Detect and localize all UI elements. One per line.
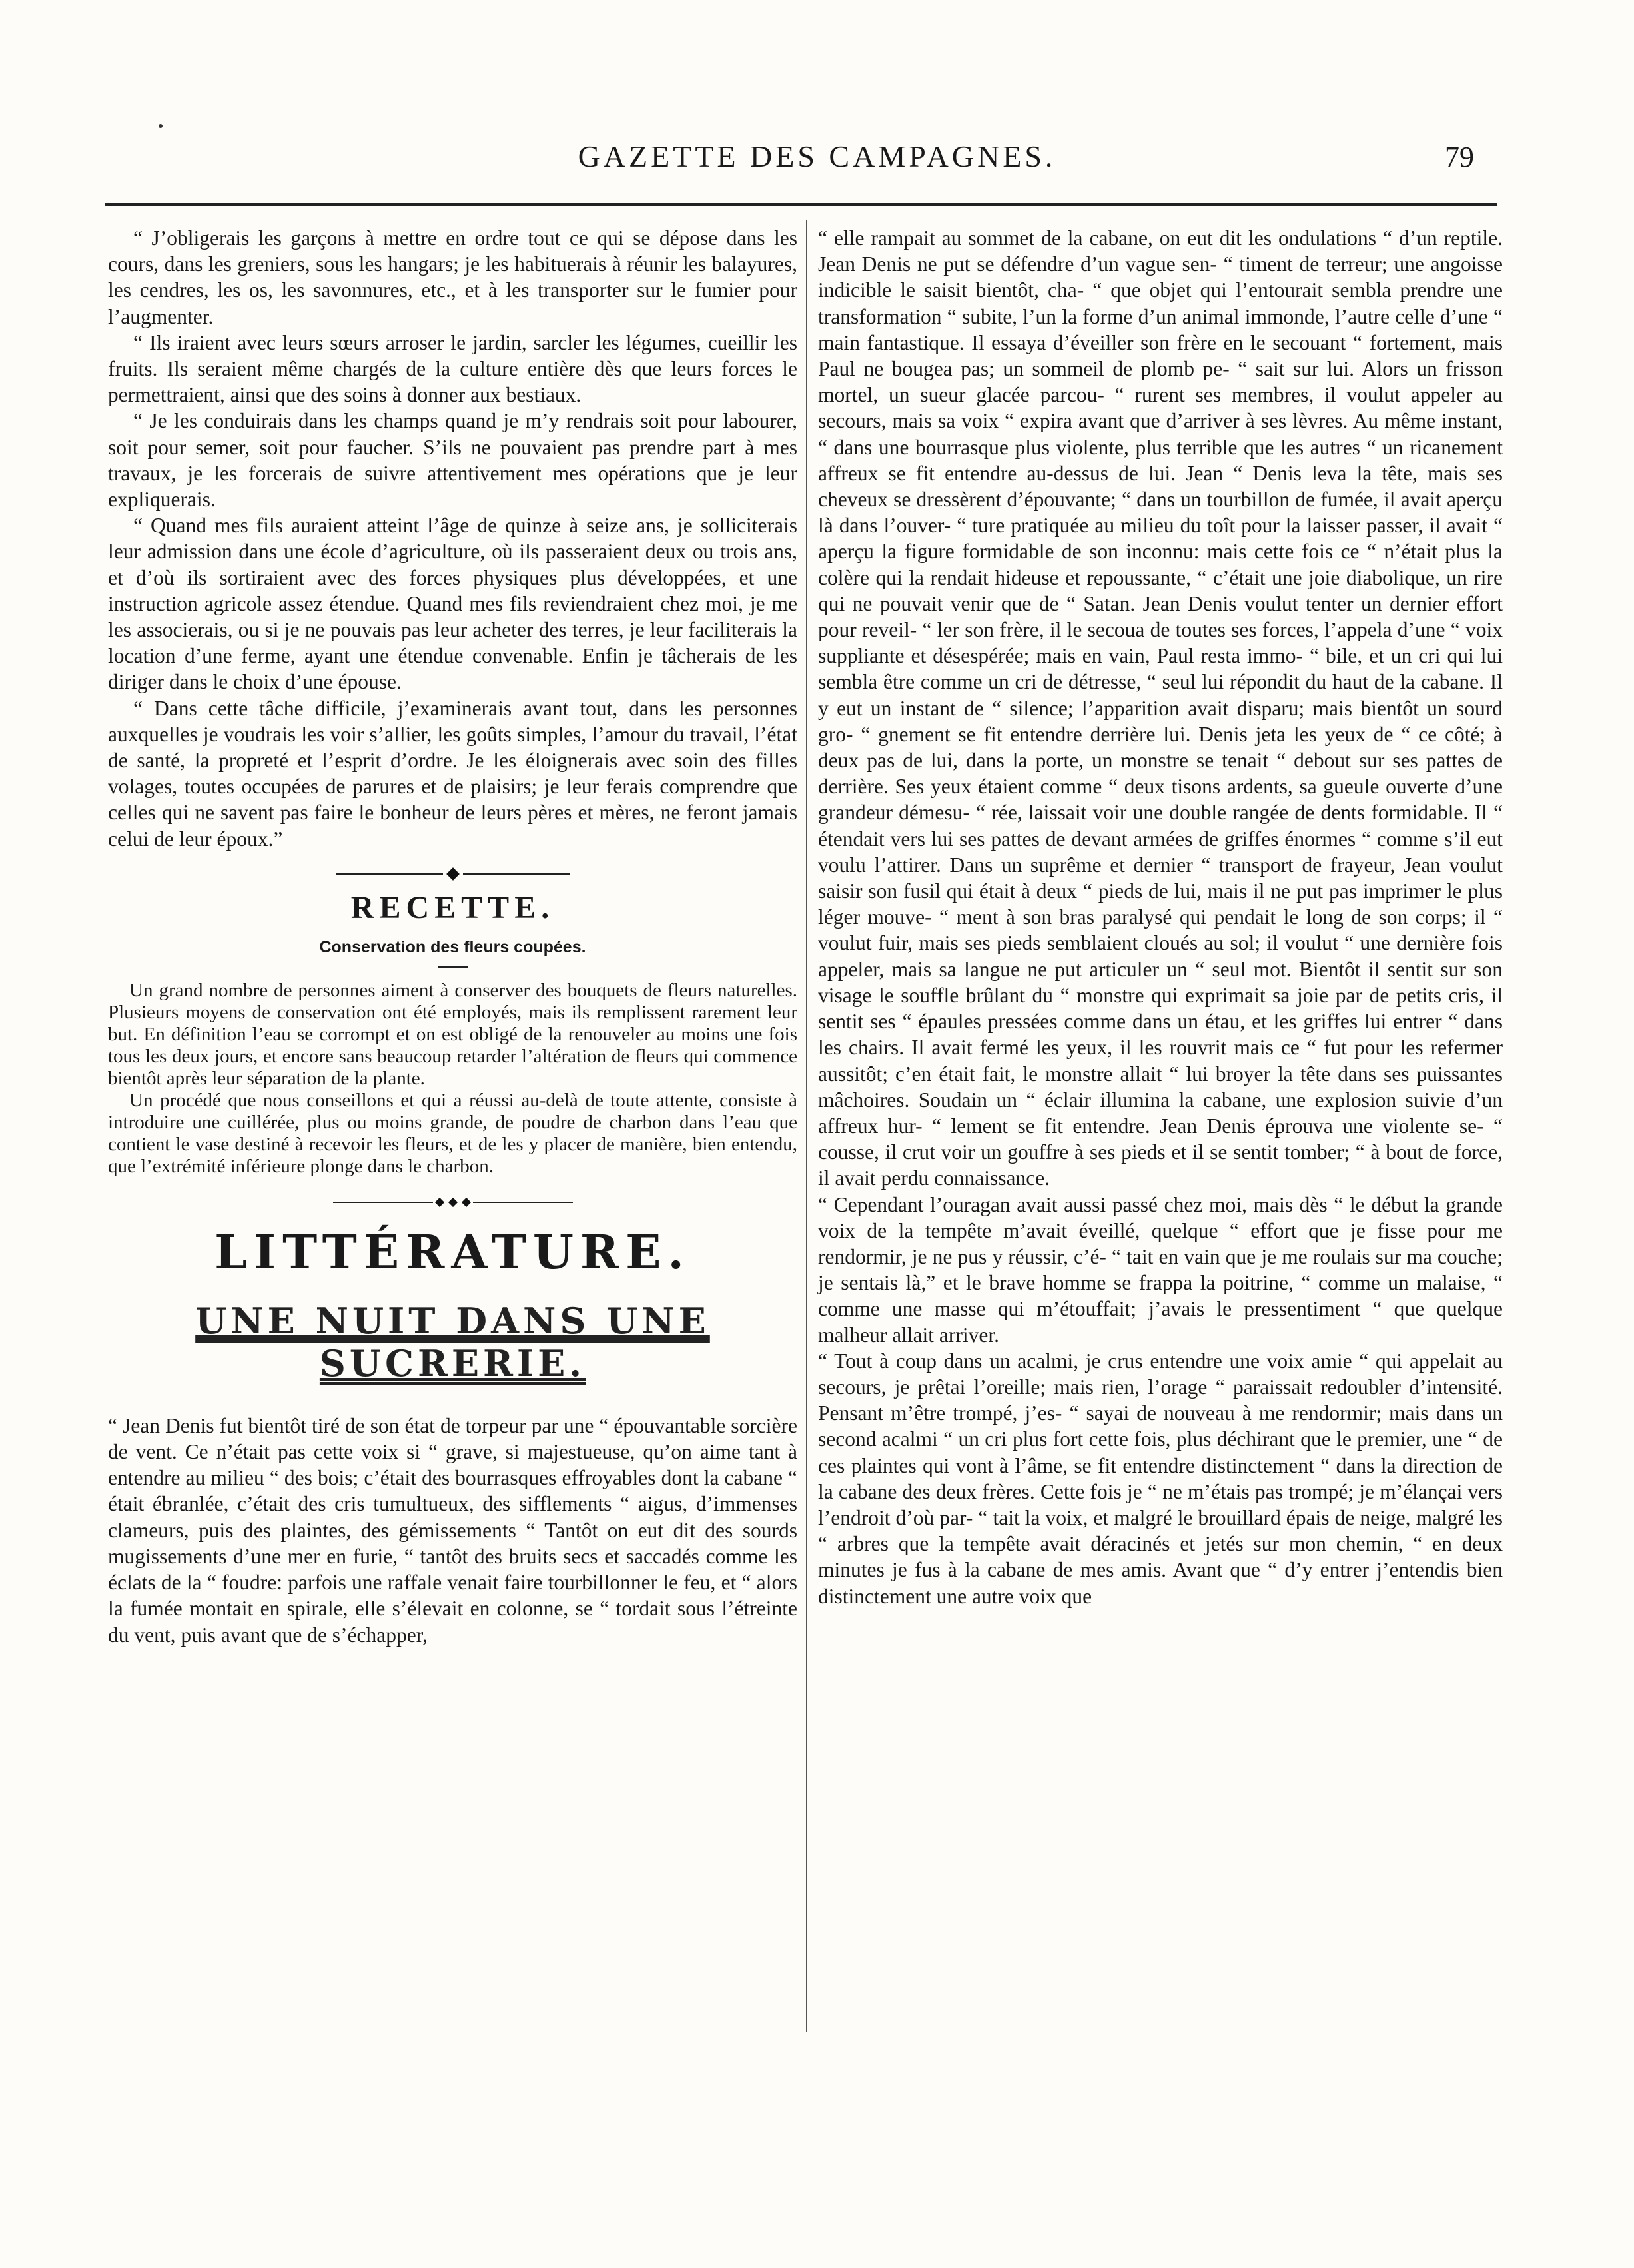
right-paragraph-1: “ elle rampait au sommet de la cabane, on eut dit les ondulations “ d’un reptile. Jean Denis ne put se défendre d’un vague sen- “ timent de terreur; une angoisse indicible le saisit bientôt, cha- “ que objet qui l’entourait sembla prendre une transformation “ subite, l’un la forme d’un animal immonde, l’autre celle d’une “ main fantastique. Il essaya d’éveiller son frère en le secouant “ fortement, mais Paul ne bougea pas; un sommeil de plomb pe- “ sait sur lui. Alors un frisson mortel, un sueur glacée parcou- “ rurent ses membres, il voulut appeler au secours, mais sa voix “ expira avant que d’arriver à ses lèvres. Au même instant, “ dans une bourrasque plus violente, plus terrible que les autres “ un ricanement affreux se fit entendre au-dessus de lui. Jean “ Denis leva la tête, mais ses cheveux se dressèrent d’épouvante; “ dans un tourbillon de fumée, il avait aperçu là dans l’ouver- “ ture pratiquée au milieu du toît pour la laisser passer, il avait “ aperçu la figure formidable de son inconnu: mais cette fois ce “ n’était plus la colère qui la rendait hideuse et repoussante, “ c’était une joie diabolique, un rire qui ne pouvait venir que de “ Satan. Jean Denis voulut tenter un dernier effort pour reveil- “ ler son frère, il le secoua de toutes ses forces, l’appela d’une “ voix suppliante et désespérée; mais en vain, Paul resta immo- “ bile, et un cri qui lui sembla être comme un cri de détresse, “ seul lui répondit du haut de la cabane. Il y eut un instant de “ silence; l’apparition avait disparu; mais bientôt un sourd gro- “ gnement se fit entendre derrière lui. Denis jeta les yeux de “ ce côté; à deux pas de lui, dans la porte, un monstre se tenait “ debout sur ses pattes de derrière. Ses yeux étaient comme “ deux tisons ardents, sa gueule ouverte d’une grandeur démesu- “ rée, laissait voir une double rangée de dents formidable. Il “ étendait vers lui ses pattes de devant armées de griffes énormes “ comme s’il eut voulu l’attirer. Dans un suprême et dernier “ transport de frayeur, Jean voulut saisir son fusil qui était à deux “ pieds de lui, mais il ne put pas imprimer le plus léger mouve- “ ment à son bras paralysé qui pendait le long de son corps; il “ voulut fuir, mais ses pieds semblaient cloués au sol; il voulut “ une dernière fois appeler, mais sa langue ne put articuler un “ seul mot. Bientôt il sentit sur son visage le souffle brûlant du “ monstre qui exprimait sa joie par de petits cris, il sentit ses “ épaules pressées comme dans un étau, et les griffes lui entrer “ dans les chairs. Il avait fermé les yeux, il les rouvrit mais ce “ fut pour les refermer aussitôt; c’en était fait, le monstre allait “ lui broyer la tête dans ses puissantes mâchoires. Soudain un “ éclair illumina la cabane, une explosion suivie d’un affreux hur- “ lement se fit entendre. Jean Denis éprouva une violente se- “ cousse, il crut voir un gouffre à ses pieds et il se sentit tomber; “ à bout de force, il avait perdu connaissance. [818,226,1503,1190]
right-column [818,225,1503,1609]
left-paragraph-3: “ Je les conduirais dans les champs quand je m’y rendrais soit pour labourer, soit pour semer, soit pour faucher. S’ils ne pouvaient pas prendre part à mes travaux, je les forcerais de suivre attentivement mes opérations que je leur expliquerais. [108,409,797,512]
right-paragraph-2: “ Cependant l’ouragan avait aussi passé chez moi, mais dès “ le début la grande voix de la tempête m’avait éveillé, quelque “ effort que je fisse pour me rendormir, je ne pus y réussir, c’é- “ tait en vain que je me roulais sur ma couche; je sentais là,” et le brave homme se frappa la poitrine, “ comme un malaise, “ comme une masse qui m’étouffait; j’avais le pressentiment “ que quelque malheur allait arriver. [818,1192,1503,1347]
page-number: 79 [1445,141,1474,173]
recette-subtitle: Conservation des fleurs coupées. [319,937,586,956]
left-column [108,225,797,1648]
left-paragraph-1: “ J’obligerais les garçons à mettre en ordre tout ce qui se dépose dans les cours, dans les greniers, sous les hangars; je les habituerais à réunir les balayures, les cendres, les os, les savonnures, etc., et à les transporter sur le fumier pour l’augmenter. [108,226,797,328]
left-paragraph-5: “ Dans cette tâche difficile, j’examinerais avant tout, dans les personnes auxquelles je voudrais les voir s’allier, les goûts simples, l’amour du travail, l’état de santé, la propreté et l’esprit d’ordre. Je les éloignerais avec soin des filles volages, toutes occupées de parures et de plaisirs; je leur ferais comprendre que celles qui ne savent pas faire le bonheur de leurs pères et mères, ne feront jamais celui de leur époux.” [108,696,797,851]
litterature-title: LITTÉRATURE. [214,1224,691,1280]
running-title: GAZETTE DES CAMPAGNES. [578,139,1056,173]
recette-title: RECETTE. [350,889,555,925]
story-opening: “ Jean Denis fut bientôt tiré de son état de torpeur par une “ épouvantable sorcière de vent. Ce n’était pas cette voix si “ grave, si majestueuse, qu’on aime tant à entendre au milieu “ des bois; c’était des bourrasques effroyables dont la cabane “ était ébranlée, c’était des cris tumultueux, des sifflements “ aigus, d’immenses clameurs, puis des plaintes, des gémissements “ Tantôt on eut dit des sourds mugissements d’une mer en furie, “ tantôt des bruits secs et saccadés comme les éclats de la “ foudre: parfois une raffale venait faire tourbillonner le feu, et “ alors la fumée montait en spirale, elle s’élevait en colonne, se “ tordait sous l’étreinte du vent, puis avant que de s’échapper, [108,1413,797,1647]
column-divider [806,220,807,2032]
ornament-divider [108,869,797,879]
right-paragraph-3: “ Tout à coup dans un acalmi, je crus entendre une voix amie “ qui appelait au secours, je prêtai l’oreille; mais rien, l’orage “ paraissait redoubler d’intensité. Pensant m’être trompé, j’es- “ sayai de nouveau à me rendormir; mais dans un second acalmi “ un cri plus fort cette fois, plus déchirant que le premier, une “ de ces plaintes qui vont à l’âme, se fit entendre distinctement “ dans la direction de la cabane des deux frères. Cette fois je “ ne m’étais pas trompé; je m’élançai vers l’endroit d’où par- “ tait la voix, et malgré le brouillard épais de neige, malgré les “ arbres que la tempête avait déracinés et jetés sur mon chemin, “ en deux minutes je fus à la cabane de mes amis. Avant que “ d’y entrer j’entendis bien distinctement une autre voix que [818,1349,1503,1608]
recette-paragraph-1: Un grand nombre de personnes aiment à conserver des bouquets de fleurs naturelles. Plusieurs moyens de conservation ont été employés, mais ils remplissent rarement leur but. En définition l’eau se corrompt et on est obligé de la renouveler au moins une fois tous les deux jours, et encore sans beaucoup retarder l’altération de fleurs qui commence bientôt après leur séparation de la plante. [108,979,797,1089]
ornament-divider-2 [108,1199,797,1206]
ink-speck [159,124,163,128]
short-dash [438,966,468,968]
left-paragraph-2: “ Ils iraient avec leurs sœurs arroser le jardin, sarcler les légumes, cueillir les fruits. Ils seraient même chargés de la culture entière dès que leurs forces le permettraient, ainsi que des soins à donner aux bestiaux. [108,330,797,407]
header-rule-thick [105,203,1497,206]
recette-paragraph-2: Un procédé que nous conseillons et qui a réussi au-delà de toute attente, consiste à introduire une cuillérée, plus ou moins grande, de poudre de charbon dans l’eau que contient le vase destiné à recevoir les fleurs, et de les y placer de manière, bien entendu, que l’extrémité inférieure plonge dans le charbon. [108,1089,797,1177]
left-paragraph-4: “ Quand mes fils auraient atteint l’âge de quinze à seize ans, je solliciterais leur admission dans une école d’agriculture, où ils passeraient deux ou trois ans, et d’où ils sortiraient avec des forces physiques plus développées, et une instruction agricole assez étendue. Quand mes fils reviendraient chez moi, je me les associerais, ou si je ne pouvais pas leur acheter des terres, je leur faciliterais la location d’une ferme, ayant une étendue convenable. Enfin je tâcherais de les diriger dans le choix d’une épouse. [108,514,797,694]
story-title: UNE NUIT DANS UNE SUCRERIE. [195,1299,710,1385]
